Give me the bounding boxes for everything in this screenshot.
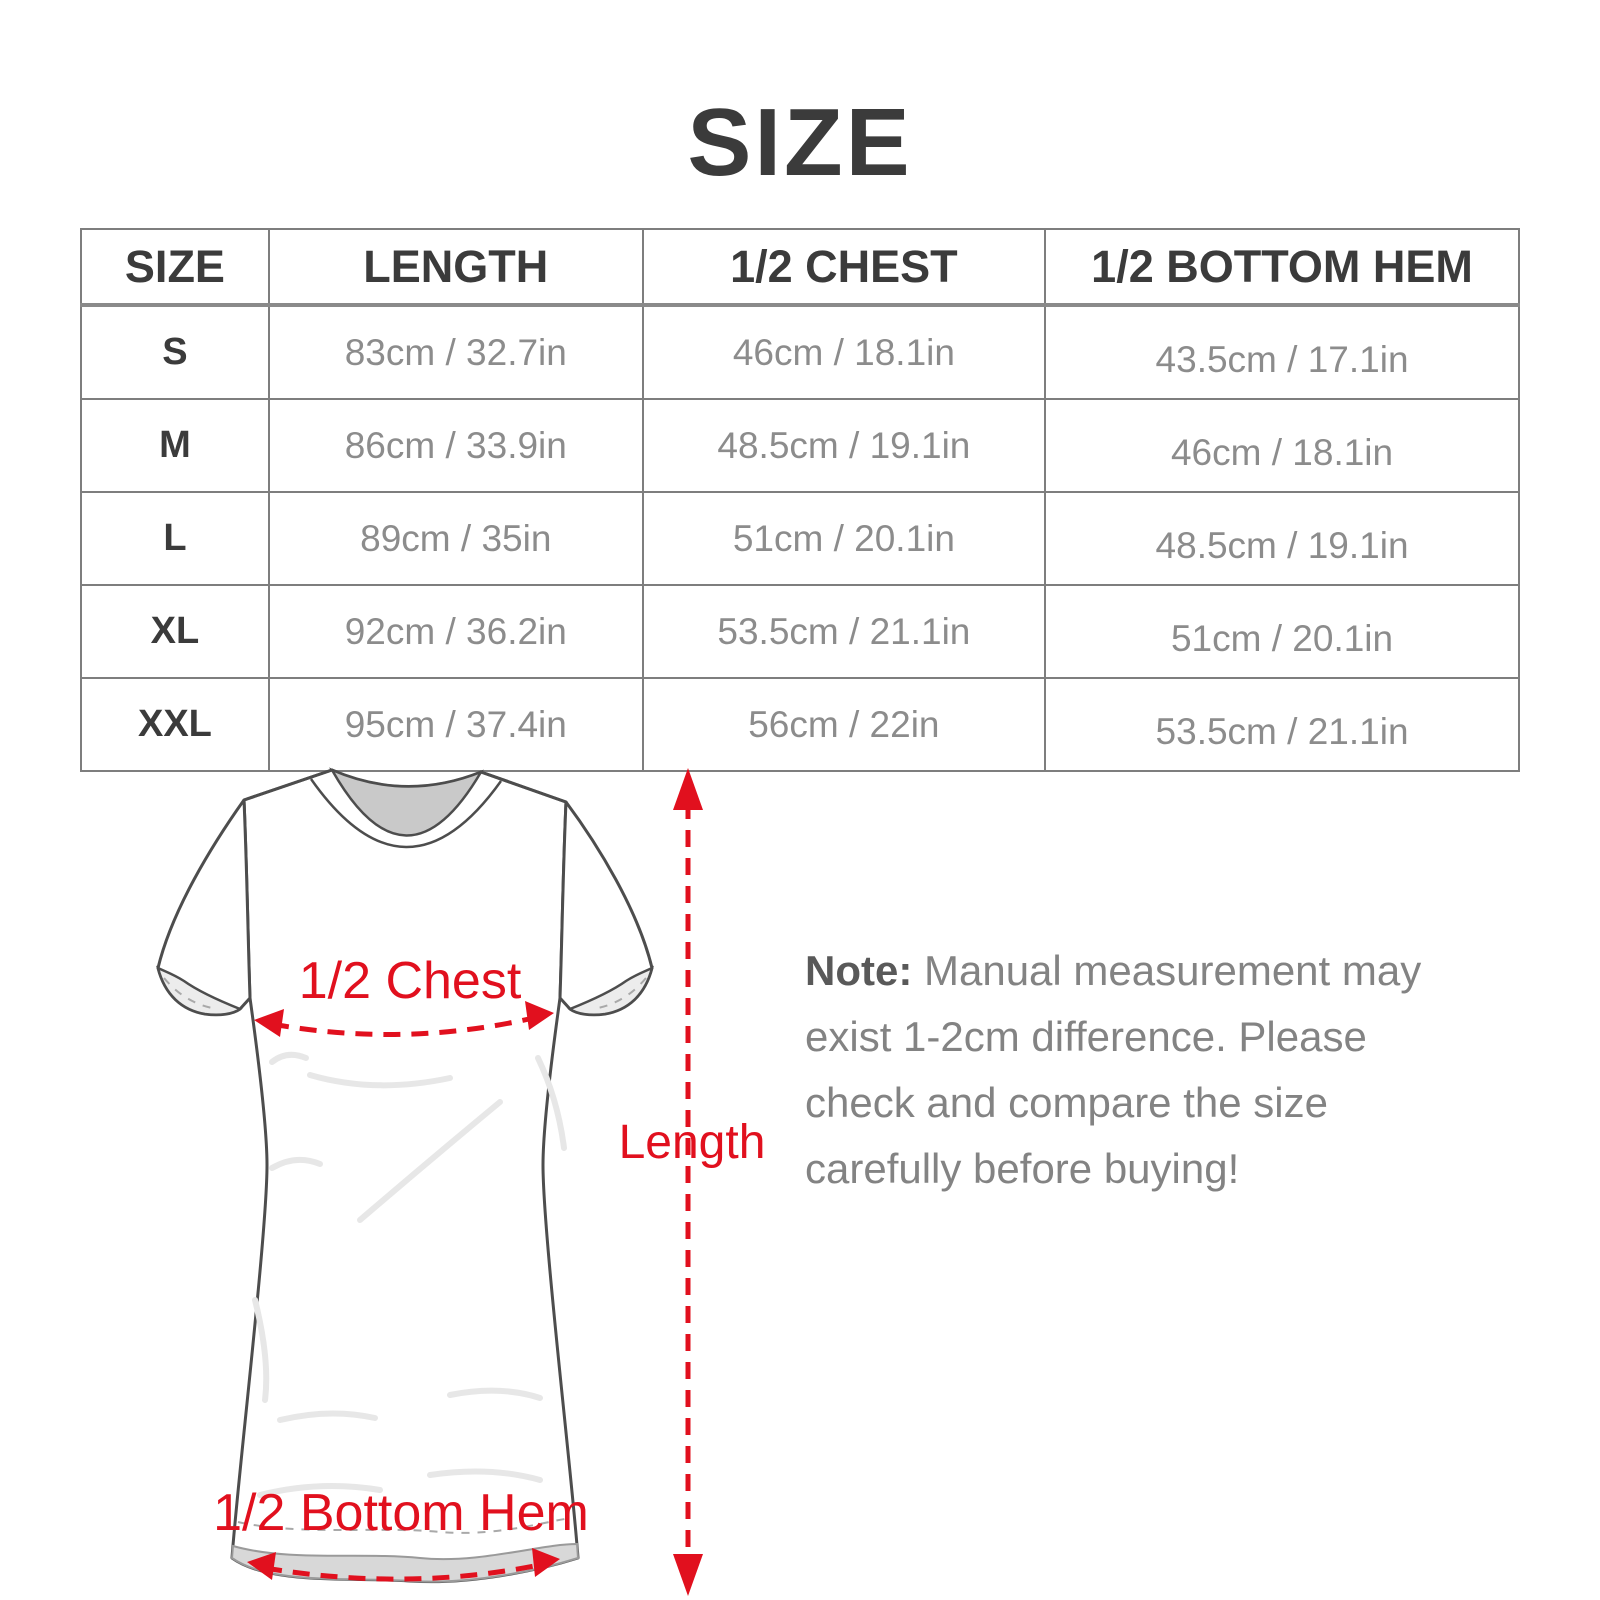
size-table-header: [81, 229, 1519, 305]
col-header-size: SIZE: [81, 229, 269, 305]
table-row: [81, 585, 1519, 678]
chest-cell: 56cm / 22in: [643, 678, 1045, 771]
down-arrowhead-icon: [673, 1554, 703, 1596]
size-table: [80, 228, 1520, 772]
col-header-chest: 1/2 CHEST: [643, 229, 1045, 305]
note-label: Note:: [805, 947, 913, 994]
size-cell: S: [81, 305, 269, 399]
half-bottom-hem-label: 1/2 Bottom Hem: [213, 1484, 589, 1542]
hem-cell: 43.5cm / 17.1in: [1045, 305, 1519, 399]
chest-cell: 48.5cm / 19.1in: [643, 399, 1045, 492]
length-label: Length: [618, 1116, 766, 1169]
size-cell: XL: [81, 585, 269, 678]
hem-cell: 53.5cm / 21.1in: [1045, 678, 1519, 771]
length-cell: 86cm / 33.9in: [269, 399, 643, 492]
hem-cell: 46cm / 18.1in: [1045, 399, 1519, 492]
table-row: [81, 399, 1519, 492]
hem-cell: 51cm / 20.1in: [1045, 585, 1519, 678]
length-cell: 83cm / 32.7in: [269, 305, 643, 399]
size-table-body: [81, 305, 1519, 771]
size-cell: M: [81, 399, 269, 492]
chest-cell: 51cm / 20.1in: [643, 492, 1045, 585]
dress-diagram: [120, 740, 820, 1600]
hem-cell: 48.5cm / 19.1in: [1045, 492, 1519, 585]
up-arrowhead-icon: [673, 768, 703, 810]
table-header-row: [81, 229, 1519, 305]
size-cell: L: [81, 492, 269, 585]
col-header-bottom-hem: 1/2 BOTTOM HEM: [1045, 229, 1519, 305]
chest-cell: 53.5cm / 21.1in: [643, 585, 1045, 678]
length-cell: 92cm / 36.2in: [269, 585, 643, 678]
table-row: [81, 305, 1519, 399]
col-header-length: LENGTH: [269, 229, 643, 305]
chest-cell: 46cm / 18.1in: [643, 305, 1045, 399]
note-text: Manual measurement may exist 1-2cm difference. Please check and compare the size carefully before buying!: [805, 947, 1422, 1192]
measurement-note: [805, 938, 1445, 1202]
table-row: [81, 492, 1519, 585]
dress-outline: [158, 770, 652, 1582]
length-measure-arrow: [673, 768, 703, 1596]
dress-body: [232, 770, 578, 1582]
length-cell: 89cm / 35in: [269, 492, 643, 585]
half-chest-label: 1/2 Chest: [298, 952, 522, 1010]
size-cell: XXL: [81, 678, 269, 771]
length-cell: 95cm / 37.4in: [269, 678, 643, 771]
page-title: SIZE: [687, 89, 913, 196]
